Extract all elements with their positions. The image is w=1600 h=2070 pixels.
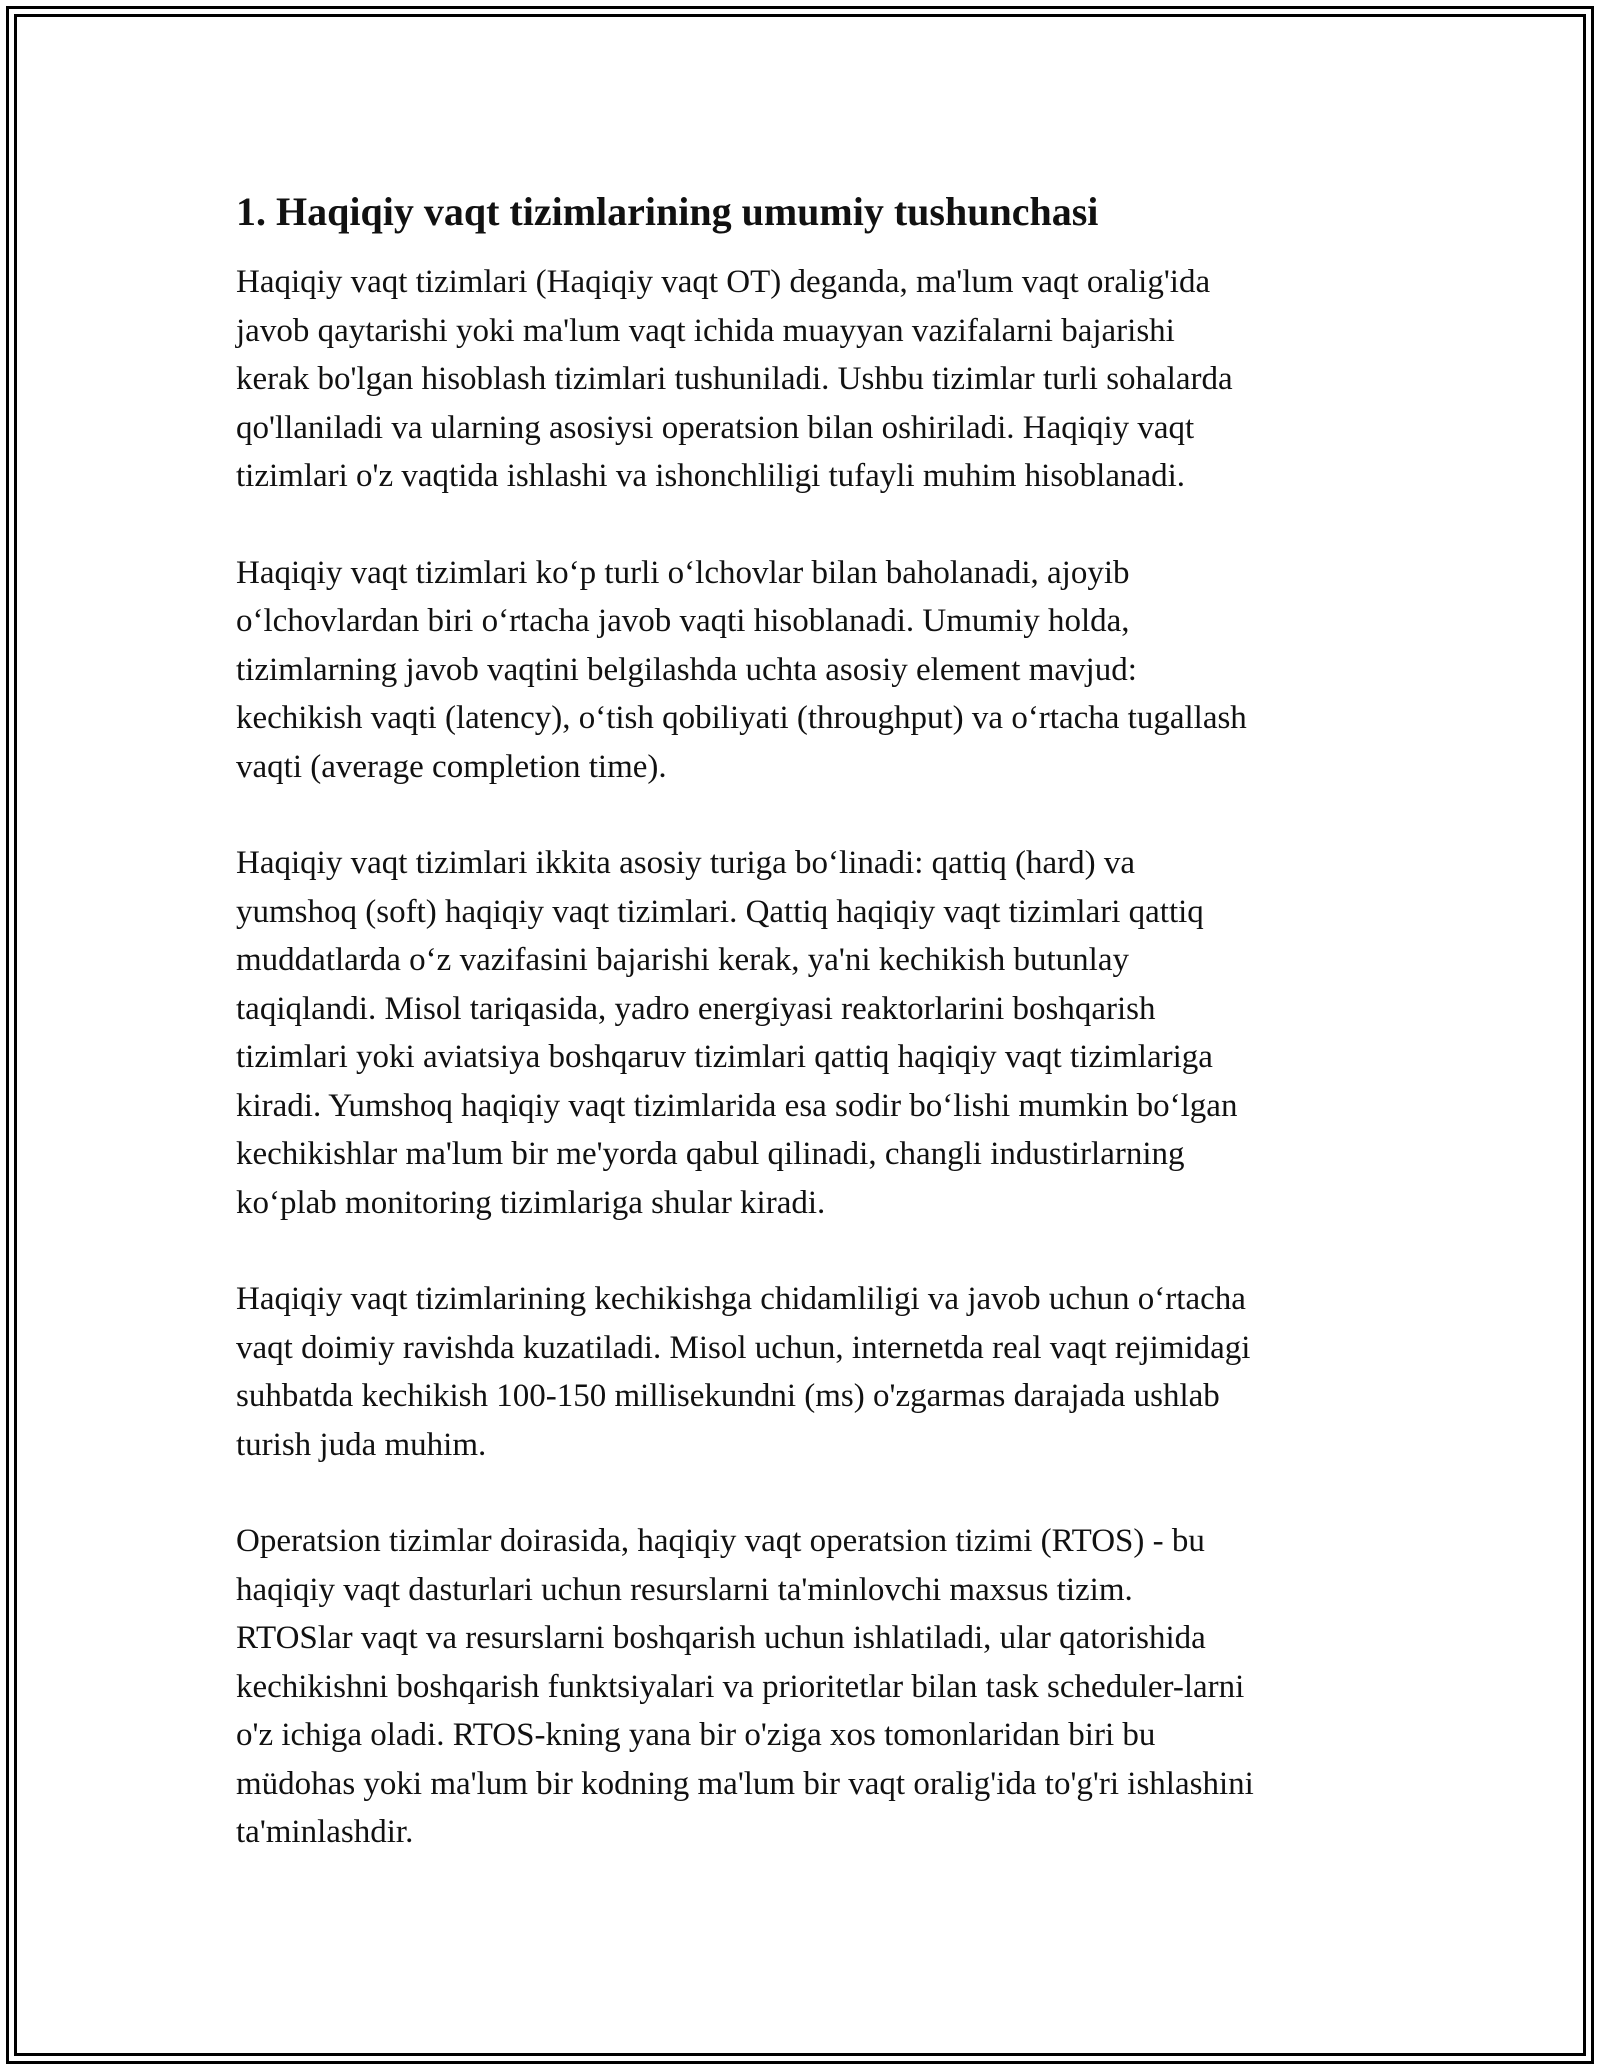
text-line: muddatlarda oʻz vazifasini bajarishi kerak, ya'ni kechikish butunlay — [236, 942, 1129, 978]
text-line: o'z ichiga oladi. RTOS-kning yana bir o'ziga xos tomonlaridan biri bu — [236, 1717, 1156, 1753]
text-line: kechikishlar ma'lum bir me'yorda qabul qilinadi, changli industirlarning — [236, 1136, 1185, 1172]
text-line: haqiqiy vaqt dasturlari uchun resurslarni ta'minlovchi maxsus tizim. — [236, 1571, 1133, 1608]
text-line: tizimlarning javob vaqtini belgilashda uchta asosiy element mavjud: — [236, 651, 1137, 688]
text-line: Haqiqiy vaqt tizimlarining kechikishga chidamliligi va javob uchun oʻrtacha — [236, 1281, 1246, 1317]
document-body — [236, 186, 1366, 1905]
text-line: vaqt doimiy ravishda kuzatiladi. Misol uchun, internetda real vaqt rejimidagi — [236, 1329, 1251, 1366]
text-line: vaqti (average completion time). — [236, 748, 667, 785]
text-line: kechikish vaqti (latency), oʻtish qobiliyati (throughput) va oʻrtacha tugallash — [236, 700, 1247, 736]
text-line: kechikishni boshqarish funktsiyalari va prioritetlar bilan task scheduler-larni — [236, 1668, 1245, 1705]
text-line: javob qaytarishi yoki ma'lum vaqt ichida muayyan vazifalarni bajarishi — [236, 312, 1175, 349]
text-line: müdohas yoki ma'lum bir kodning ma'lum bir vaqt oralig'ida to'g'ri ishlashini — [236, 1765, 1254, 1802]
paragraph-metrics — [236, 549, 1366, 792]
text-line: turish juda muhim. — [236, 1426, 487, 1463]
paragraph-latency — [236, 1275, 1366, 1469]
text-line: Haqiqiy vaqt tizimlari (Haqiqiy vaqt OT) deganda, ma'lum vaqt oralig'ida — [236, 264, 1211, 300]
text-line: tizimlari o'z vaqtida ishlashi va ishonchliligi tufayli muhim hisoblanadi. — [236, 458, 1186, 494]
text-line: Operatsion tizimlar doirasida, haqiqiy vaqt operatsion tizimi (RTOS) - bu — [236, 1523, 1205, 1559]
text-line: yumshoq (soft) haqiqiy vaqt tizimlari. Qattiq haqiqiy vaqt tizimlari qattiq — [236, 893, 1204, 930]
text-line: kiradi. Yumshoq haqiqiy vaqt tizimlarida esa sodir boʻlishi mumkin boʻlgan — [236, 1087, 1238, 1124]
text-line: kerak bo'lgan hisoblash tizimlari tushuniladi. Ushbu tizimlar turli sohalarda — [236, 361, 1233, 397]
text-line: RTOSlar vaqt va resurslarni boshqarish uchun ishlatiladi, ular qatorishida — [236, 1620, 1206, 1656]
text-line: ta'minlashdir. — [236, 1814, 414, 1850]
text-line: koʻplab monitoring tizimlariga shular kiradi. — [236, 1184, 826, 1221]
text-line: suhbatda kechikish 100-150 millisekundni (ms) o'zgarmas darajada ushlab — [236, 1378, 1220, 1414]
text-line: oʻlchovlardan biri oʻrtacha javob vaqti hisoblanadi. Umumiy holda, — [236, 603, 1130, 639]
text-line: tizimlari yoki aviatsiya boshqaruv tizimlari qattiq haqiqiy vaqt tizimlariga — [236, 1039, 1213, 1075]
text-line: taqiqlandi. Misol tariqasida, yadro energiyasi reaktorlarini boshqarish — [236, 990, 1156, 1027]
paragraph-hard-soft — [236, 839, 1366, 1227]
paragraph-definition — [236, 258, 1366, 501]
paragraph-rtos — [236, 1517, 1366, 1857]
text-line: Haqiqiy vaqt tizimlari koʻp turli oʻlchovlar bilan baholanadi, ajoyib — [236, 554, 1130, 591]
section-heading: 1. Haqiqiy vaqt tizimlarining umumiy tushunchasi — [236, 189, 1099, 234]
text-line: Haqiqiy vaqt tizimlari ikkita asosiy turiga boʻlinadi: qattiq (hard) va — [236, 845, 1136, 881]
text-line: qo'llaniladi va ularning asosiysi operatsion bilan oshiriladi. Haqiqiy vaqt — [236, 409, 1195, 446]
